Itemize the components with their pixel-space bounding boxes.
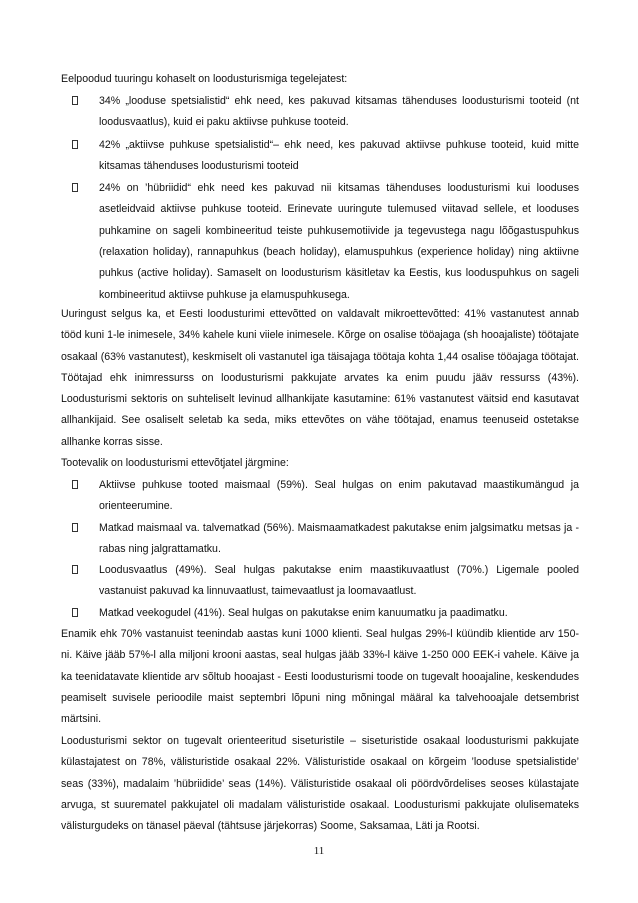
bullet-icon: [72, 608, 78, 617]
list-item-text: Matkad maismaal va. talvematkad (56%). Maismaamatkadest pakutakse enim jalgsimatku metsas ja -rabas ning jalgrattamatku.: [99, 521, 579, 555]
list-item: [61, 560, 579, 603]
bullet-icon: [72, 523, 78, 532]
clients-paragraph: [61, 624, 579, 730]
orientation-paragraph: [61, 731, 579, 837]
list-item-text: 34% „looduse spetsialistid“ ehk need, kes pakuvad kitsamas tähenduses loodusturismi tooteid (nt loodusvaatlus), kuid ei paku aktiivse puhkuse tooteid.: [99, 95, 579, 129]
bullet-icon: [72, 480, 78, 489]
list-item: [61, 178, 579, 306]
list-item-text: Matkad veekogudel (41%). Seal hulgas on pakutakse enim kanuumatku ja paadimatku.: [99, 606, 508, 619]
segments-list: [61, 91, 579, 306]
page-number: 11: [313, 845, 325, 857]
products-intro-paragraph: [61, 453, 579, 474]
bullet-icon: [72, 565, 78, 574]
bullet-icon: [72, 183, 78, 192]
paragraph-text: Uuringust selgus ka, et Eesti loodusturimi ettevõtted on valdavalt mikroettevõtted: 41% vastanutest annab tööd kuni 1-le inimesele, 34% kahele kuni viiele inimesele. Kõrge on osalise tööajaga (sh hooajaliste) töötajate osakaal (63% vastanutest), keskmiselt oli vastanutel iga täisajaga töötaja kohta 1,44 osalise tööajaga töötajat. Töötajad ehk inimressurss on loodusturismi pakkujate arvates ka enim puudu jääv ressurss (43%). Loodusturismi sektoris on suhteliselt levinud allhankijate kasutamine: 61% vastanutest väitsid end kasutavat allhankijaid. See osaliselt seletab ka seda, miks ettevõtes on vähe töötajad, enamus teenuseid ostetakse allhanke korras sisse.: [61, 308, 579, 448]
bullet-icon: [72, 96, 78, 105]
enterprises-paragraph: [61, 304, 579, 453]
paragraph-text: Loodusturismi sektor on tugevalt orienteeritud siseturistile – siseturistide osakaal loodusturismi pakkujate külastajatest on 78%, välisturistide osakaal 22%. Välisturistide osakaal on kõrgeim ’looduse spetsialistide’ seas (33%), madalaim ’hübriidide’ seas (14%). Välisturistide osakaal oli pöördvõrdelises seoses külastajate arvuga, st suurematel pakkujatel oli madalam välisturistide osakaal. Loodusturismi pakkujate olulisemateks välisturgudeks on tänasel päeval (tähtsuse järjekorras) Soome, Saksamaa, Läti ja Rootsi.: [61, 735, 579, 833]
intro-paragraph: [61, 69, 579, 90]
list-item: [61, 91, 579, 134]
list-item-text: 24% on ’hübriidid“ ehk need kes pakuvad nii kitsamas tähenduses loodusturismi kui looduses asetleidvaid aktiivse puhkuse tooteid. Erinevate uuringute tulemused viitavad sellele, et looduses puhkamine on sageli kombineeritud teiste puhkusemotiivide ja tegevustega nagu lõõgastuspuhkus (relaxation holiday), rannapuhkus (beach holiday), elamuspuhkus (experience holiday) ning aktiivne puhkus (active holiday). Samaselt on loodusturism käsitletav ka Eestis, kus looduspuhkus on sageli kombineeritud aktiivse puhkuse ja elamuspuhkusega.: [99, 182, 579, 301]
list-item-text: 42% „aktiivse puhkuse spetsialistid“– ehk need, kes pakuvad aktiivse puhkuse tooteid, kuid mitte kitsamas tähenduses loodusturismi tooteid: [99, 138, 579, 172]
paragraph-text: Enamik ehk 70% vastanuist teenindab aastas kuni 1000 klienti. Seal hulgas 29%-l küündib klientide arv 150-ni. Käive jääb 57%-l alla miljoni krooni aastas, seal hulgas jääb 33%-l käive 1-250 000 EEK-i vahele. Käive ja ka teenidatavate klientide arv sõltub hooajast - Eesti loodusturismi toode on tugevalt hooajaline, keskendudes peamiselt suvisele perioodile maist septembri lõpuni ning mõningal määral ka talvehooajale detsembrist märtsini.: [61, 628, 579, 726]
intro-text: Eelpoodud tuuringu kohaselt on loodusturismiga tegelejatest:: [61, 73, 348, 85]
bullet-icon: [72, 140, 78, 149]
list-item: [61, 135, 579, 178]
list-item-text: Aktiivse puhkuse tooted maismaal (59%). Seal hulgas on enim pakutavad maastikumängud ja orienteerumine.: [99, 479, 579, 513]
products-list: [61, 475, 579, 624]
list-item: [61, 603, 579, 624]
paragraph-text: Tootevalik on loodusturismi ettevõtjatel järgmine:: [61, 457, 289, 469]
list-item: [61, 518, 579, 561]
list-item: [61, 475, 579, 518]
list-item-text: Loodusvaatlus (49%). Seal hulgas pakutakse enim maastikuvaatlust (70%.) Ligemale pooled vastanuist pakuvad ka linnuvaatlust, taimevaatlust ja loomavaatlust.: [99, 564, 579, 598]
